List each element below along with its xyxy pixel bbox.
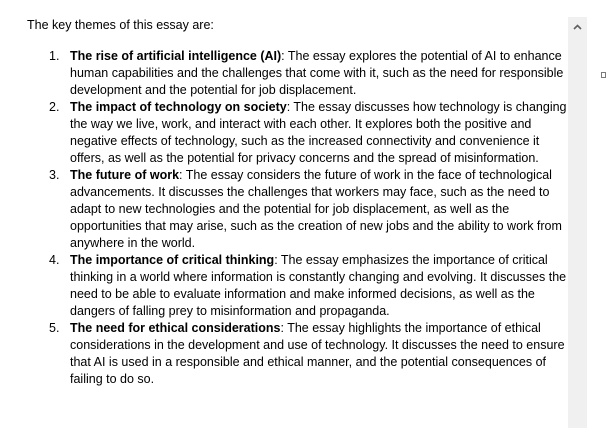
resize-handle[interactable] — [601, 72, 606, 78]
theme-item — [49, 48, 570, 99]
theme-number: 1. — [49, 49, 60, 63]
theme-title: The future of work — [70, 168, 180, 182]
window-edge — [600, 0, 606, 428]
theme-description: : The essay highlights the importance of ethical considerations in the development and use of technology. It discusses the need to ensure that AI is used in a responsible and ethical manner, and the potential consequences of failing to do so. — [70, 321, 565, 386]
theme-description: : The essay discusses how technology is changing the way we live, work, and interact with each other. It explores both the positive and negative effects of technology, such as the increased connectivity and convenience it offers, as well as the potential for privacy concerns and the spread of misinformation. — [70, 100, 567, 165]
theme-title: The rise of artificial intelligence (AI) — [70, 49, 282, 63]
intro-text: The key themes of this essay are: — [27, 18, 214, 32]
theme-item — [49, 320, 570, 388]
theme-title: The importance of critical thinking — [70, 253, 275, 267]
theme-title: The need for ethical considerations — [70, 321, 281, 335]
themes-list — [49, 48, 570, 388]
theme-number: 2. — [49, 100, 60, 114]
theme-description: : The essay explores the potential of AI to enhance human capabilities and the challenges that come with it, such as the need for responsible development and the potential for job displacement. — [70, 49, 564, 97]
theme-number: 3. — [49, 168, 60, 182]
theme-item — [49, 99, 570, 167]
theme-title: The impact of technology on society — [70, 100, 287, 114]
theme-number: 4. — [49, 253, 60, 267]
theme-number: 5. — [49, 321, 60, 335]
theme-item — [49, 252, 570, 320]
chevron-up-icon — [573, 24, 582, 30]
theme-description: : The essay emphasizes the importance of critical thinking in a world where information is constantly changing and evolving. It discusses the need to be able to evaluate information and make informed decisions, as well as the dangers of falling prey to misinformation and propaganda. — [70, 253, 567, 318]
theme-description: : The essay considers the future of work in the face of technological advancements. It discusses the challenges that workers may face, such as the need to adapt to new technologies and the potential for job displacement, as well as the opportunities that may arise, such as the creation of new jobs and the ability to work from anywhere in the world. — [70, 168, 562, 250]
vertical-scrollbar[interactable] — [568, 17, 587, 428]
theme-item — [49, 167, 570, 252]
scroll-up-button[interactable] — [568, 17, 587, 36]
